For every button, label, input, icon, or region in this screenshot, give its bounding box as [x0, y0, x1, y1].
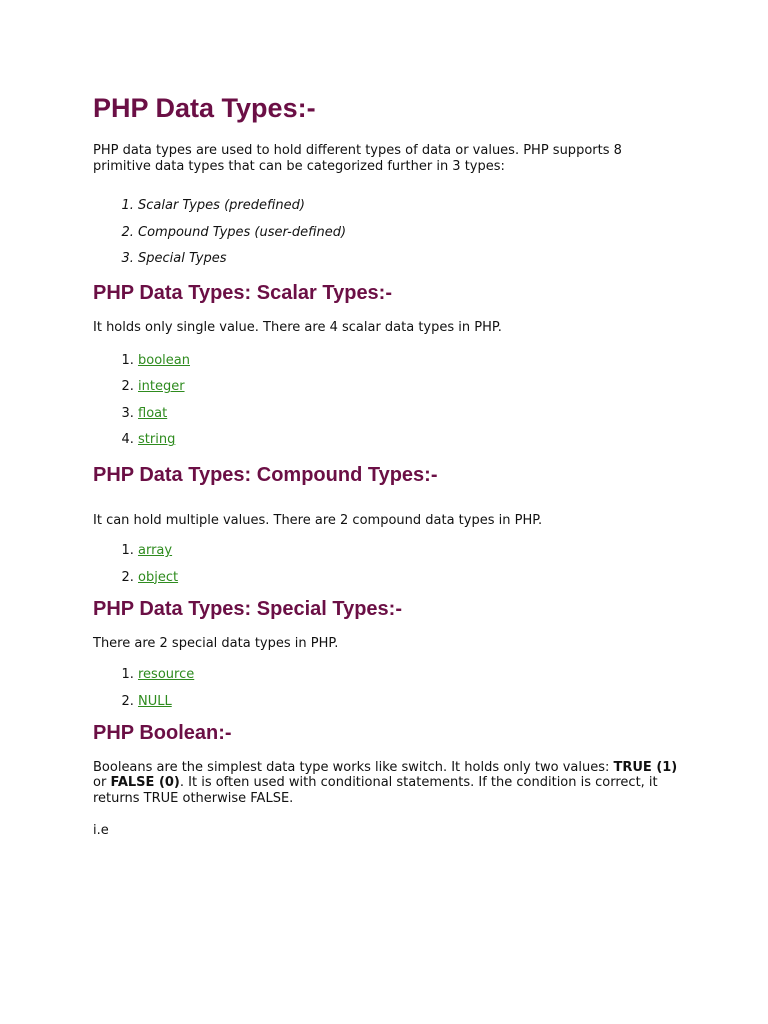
compound-paragraph: It can hold multiple values. There are 2 compound data types in PHP.: [93, 513, 543, 529]
scalar-paragraph: It holds only single value. There are 4 scalar data types in PHP.: [93, 320, 502, 336]
list-item: [138, 379, 693, 394]
page-title: PHP Data Types:-: [93, 93, 316, 123]
special-heading: PHP Data Types: Special Types:-: [93, 597, 402, 620]
list-item: [138, 353, 693, 368]
category-item: 3. Special Types: [138, 251, 693, 266]
category-list: [93, 198, 693, 266]
scalar-list: [93, 353, 693, 448]
compound-heading: PHP Data Types: Compound Types:-: [93, 464, 438, 487]
compound-list: [93, 543, 693, 585]
category-item: 1. Scalar Types (predefined): [138, 198, 693, 213]
float-link[interactable]: float: [138, 405, 168, 421]
list-item: [138, 694, 693, 709]
scalar-heading: PHP Data Types: Scalar Types:-: [93, 282, 393, 305]
intro-paragraph: PHP data types are used to hold different types of data or values. PHP supports 8 primitive data types that can be categorized further in 3 types:: [93, 143, 622, 174]
array-link[interactable]: array: [138, 542, 173, 558]
boolean-paragraph: [93, 760, 678, 807]
list-item: [138, 406, 693, 421]
true-value: TRUE (1): [613, 759, 678, 775]
list-item: [138, 543, 693, 558]
special-paragraph: There are 2 special data types in PHP.: [93, 635, 339, 651]
boolean-link[interactable]: boolean: [138, 352, 190, 368]
integer-link[interactable]: integer: [138, 379, 185, 395]
null-link[interactable]: NULL: [138, 693, 172, 709]
false-value: FALSE (0): [110, 775, 180, 791]
category-item: 2. Compound Types (user-defined): [138, 225, 693, 240]
document-body: [93, 92, 693, 839]
ie-text: i.e: [93, 823, 109, 839]
or-word: or: [93, 775, 111, 791]
list-item: [138, 432, 693, 447]
resource-link[interactable]: resource: [138, 667, 195, 683]
list-item: [138, 570, 693, 585]
list-item: [138, 667, 693, 682]
boolean-text-after: . It is often used with conditional statements. If the condition is correct, it returns TRUE otherwise FALSE.: [93, 775, 658, 806]
boolean-text-before: Booleans are the simplest data type works like switch. It holds only two values:: [93, 759, 614, 775]
special-list: [93, 667, 693, 709]
object-link[interactable]: object: [138, 569, 179, 585]
boolean-heading: PHP Boolean:-: [93, 721, 232, 744]
string-link[interactable]: string: [138, 432, 176, 448]
